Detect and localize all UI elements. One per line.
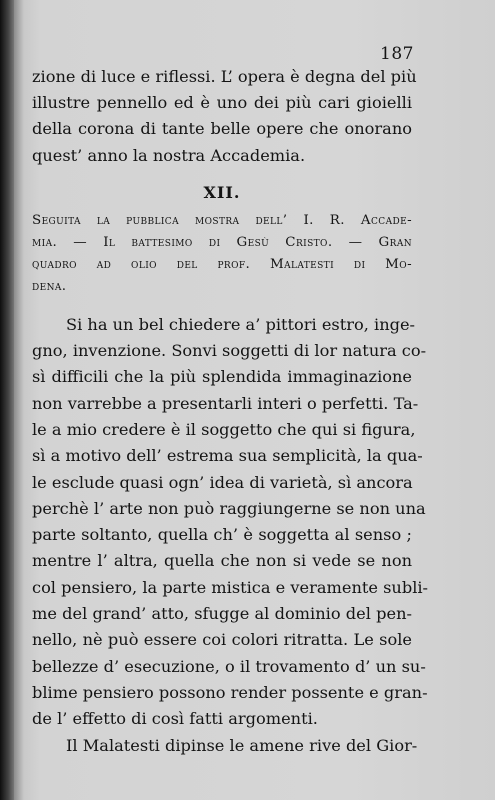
summary-line: mia. — Il battesimo di Gesù Cristo. — Gran [32,234,412,250]
text-line: quest’ anno la nostra Accademia. [32,145,306,165]
text-line: illustre pennello ed è uno dei più cari gioielli [32,93,412,113]
text-line: le esclude quasi ogn’ idea di varietà, sì ancora [32,472,413,492]
text-line: gno, invenzione. Sonvi soggetti di lor natura co- [32,341,427,361]
text-line: bellezze d’ esecuzione, o il trovamento d’ un su- [32,656,426,676]
text-line: me del grand’ atto, sfugge al dominio del pen- [32,604,412,624]
text-line: non varrebbe a presentarli interi o perfetti. Ta- [32,393,419,413]
text-line: blime pensiero possono render possente e gran- [32,682,428,702]
summary-line: quadro ad olio del prof. Malatesti di Mo- [32,256,412,272]
text-line: parte soltanto, quella ch’ è soggetta al senso ; [32,525,412,545]
section-heading: XII. [203,182,241,202]
body-paragraph [32,312,429,759]
text-line: perchè l’ arte non può raggiungerne se non una [32,498,426,518]
summary-line: dena. [32,278,67,294]
section-summary [32,210,412,298]
summary-line: Seguita la pubblica mostra dell’ I. R. Accade- [32,212,412,228]
text-line: de l’ effetto di così fatti argomenti. [32,709,318,729]
page-content [32,44,429,759]
text-line: nello, nè può essere coi colori ritratta. Le sole [32,630,412,650]
text-line: sì difficili che la più splendida immaginazione [32,367,412,387]
text-line: Si ha un bel chiedere a’ pittori estro, inge- [66,314,416,334]
book-spine-shadow [0,0,14,800]
page-number: 187 [380,44,414,64]
text-line: zione di luce e riflessi. L’ opera è degna del più [32,67,417,86]
text-line: mentre l’ altra, quella che non si vede se non [32,551,412,571]
text-line: le a mio credere è il soggetto che qui si figura, [32,420,416,439]
text-line: col pensiero, la parte mistica e veramente subli- [32,577,429,597]
text-line: sì a motivo dell’ estrema sua semplicità, la qua- [32,446,423,466]
text-line: della corona di tante belle opere che onorano [32,119,412,139]
intro-paragraph [32,64,417,169]
text-line: Il Malatesti dipinse le amene rive del Gior- [66,735,418,755]
